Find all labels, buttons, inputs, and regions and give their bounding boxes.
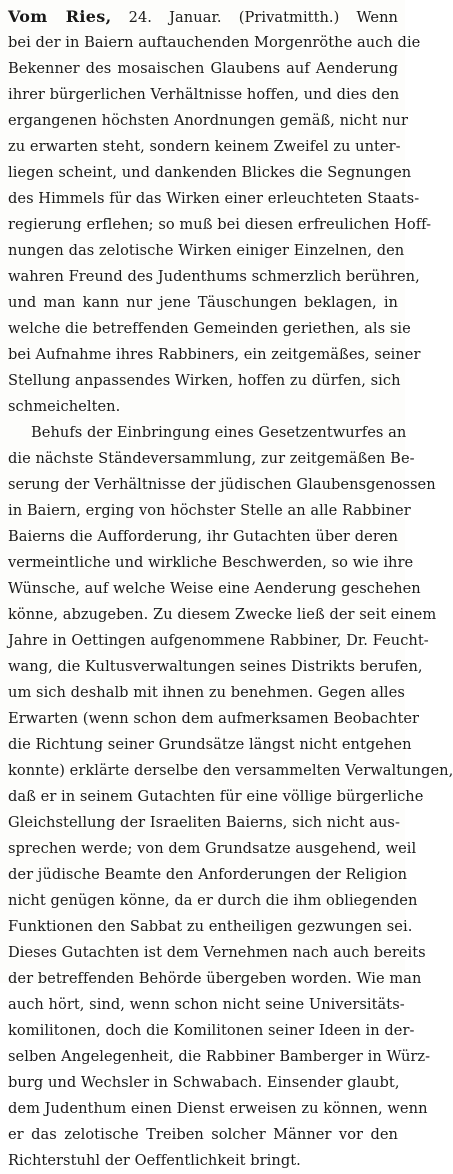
line-text: welche die betreffenden Gemeinden geriethen, als sie [8,320,411,337]
line-text: burg und Wechsler in Schwabach. Einsender glaubt, [8,1074,400,1091]
line-text: bei der in Baiern auftauchenden Morgenröthe auch die [8,34,421,51]
text-line [8,290,398,316]
line-text: zu erwarten steht, sondern keinem Zweifel zu unter- [8,138,401,155]
text-line [8,810,398,836]
line-text: vermeintliche und wirkliche Beschwerden, so wie ihre [8,554,414,571]
text-line [8,628,429,654]
text-line [8,160,412,186]
line-text: Baierns die Aufforderung, ihr Gutachten über deren [8,528,398,545]
line-text: ergangenen höchsten Anordnungen gemäß, nicht nur [8,112,409,129]
line-text: wahren Freund des Judenthums schmerzlich berühren, [8,268,420,285]
line-text: könne, abzugeben. Zu diesem Zwecke ließ der seit einem [8,606,437,623]
text-line [8,1122,398,1148]
text-line [8,654,423,680]
text-line [8,732,412,758]
line-text: der jüdische Beamte den Anforderungen der Religion [8,866,408,883]
line-text: schmeichelten. [8,398,121,415]
line-text: Bekenner des mosaischen Glaubens auf Aenderung [8,60,398,77]
text-line [8,992,405,1018]
text-line [8,888,418,914]
text-line [8,368,401,394]
line-text: auch hört, sind, wenn schon nicht seine Universitäts- [8,996,405,1013]
dateline-heading: Vom Ries, [8,7,112,26]
text-line [8,550,414,576]
text-line [8,836,417,862]
line-text: selben Angelegenheit, die Rabbiner Bamberger in Würz- [8,1048,431,1065]
text-line [8,1070,398,1096]
line-text: Jahre in Oettingen aufgenommene Rabbiner, Dr. Feucht- [8,632,429,649]
text-line [8,264,420,290]
line-text: die nächste Ständeversammlung, zur zeitgemäßen Be- [8,450,415,467]
line-text: konnte) erklärte derselbe den versammelten Verwaltungen, [8,762,453,779]
line-text: wang, die Kultusverwaltungen seines Distrikts berufen, [8,658,423,675]
text-line [8,784,424,810]
line-text: der betreffenden Behörde übergeben worden. Wie man [8,970,422,987]
text-line [8,316,411,342]
text-line [8,212,432,238]
line-text: ihrer bürgerlichen Verhältnisse hoffen, und dies den [8,86,400,103]
text-line [31,420,407,446]
text-line [8,4,398,30]
text-line [8,498,411,524]
line-text: sprechen werde; von dem Grundsatze ausgehend, weil [8,840,417,857]
text-line [8,576,421,602]
text-line [8,1018,415,1044]
text-line [8,524,398,550]
line-text: Erwarten (wenn schon dem aufmerksamen Beobachter [8,710,420,727]
text-line [8,966,422,992]
line-text: und man kann nur jene Täuschungen beklagen, in [8,294,398,311]
text-line [8,394,398,420]
line-text: regierung erflehen; so muß bei diesen erfreulichen Hoff- [8,216,432,233]
text-line [8,108,409,134]
line-text: Dieses Gutachten ist dem Vernehmen nach auch bereits [8,944,426,961]
text-line [8,82,398,108]
text-line [8,1044,431,1070]
text-line [8,30,421,56]
line-text: nungen das zelotische Wirken einiger Einzelnen, den [8,242,405,259]
text-line [8,56,398,82]
text-line [8,706,420,732]
text-line [8,1096,428,1122]
line-text: liegen scheint, und dankenden Blickes die Segnungen [8,164,412,181]
text-line [8,446,415,472]
line-text: serung der Verhältnisse der jüdischen Glaubensgenossen [8,476,436,493]
text-line [8,1148,398,1174]
line-text: nicht genügen könne, da er durch die ihm obliegenden [8,892,418,909]
line-text: die Richtung seiner Grundsätze längst nicht entgehen [8,736,412,753]
line-text: daß er in seinem Gutachten für eine völlige bürgerliche [8,788,424,805]
text-line [8,680,405,706]
text-line [8,238,405,264]
text-line [8,862,408,888]
line-text: dem Judenthum einen Dienst erweisen zu können, wenn [8,1100,428,1117]
text-line [8,472,436,498]
text-line [8,134,401,160]
text-line [8,758,453,784]
line-text: des Himmels für das Wirken einer erleuchteten Staats- [8,190,420,207]
text-line [8,940,426,966]
text-line [8,602,437,628]
line-text: Gleichstellung der Israeliten Baierns, sich nicht aus- [8,814,400,831]
text-line [8,342,421,368]
text-line [8,186,420,212]
line-text: Stellung anpassendes Wirken, hoffen zu dürfen, sich [8,372,401,389]
text-line [8,914,413,940]
line-text: Behufs der Einbringung eines Gesetzentwurfes an [31,424,407,441]
line-text: bei Aufnahme ihres Rabbiners, ein zeitgemäßes, seiner [8,346,421,363]
line-text: Wünsche, auf welche Weise eine Aenderung geschehen [8,580,421,597]
line-text: Funktionen den Sabbat zu entheiligen gezwungen sei. [8,918,413,935]
line-text: komilitonen, doch die Komilitonen seiner Ideen in der- [8,1022,415,1039]
line-text: er das zelotische Treiben solcher Männer vor den [8,1126,398,1143]
line-text: Richterstuhl der Oeffentlichkeit bringt. [8,1152,301,1169]
line-text: in Baiern, erging von höchster Stelle an alle Rabbiner [8,502,411,519]
line-text: um sich deshalb mit ihnen zu benehmen. Gegen alles [8,684,405,701]
line-text: 24. Januar. (Privatmitth.) Wenn [111,9,398,26]
